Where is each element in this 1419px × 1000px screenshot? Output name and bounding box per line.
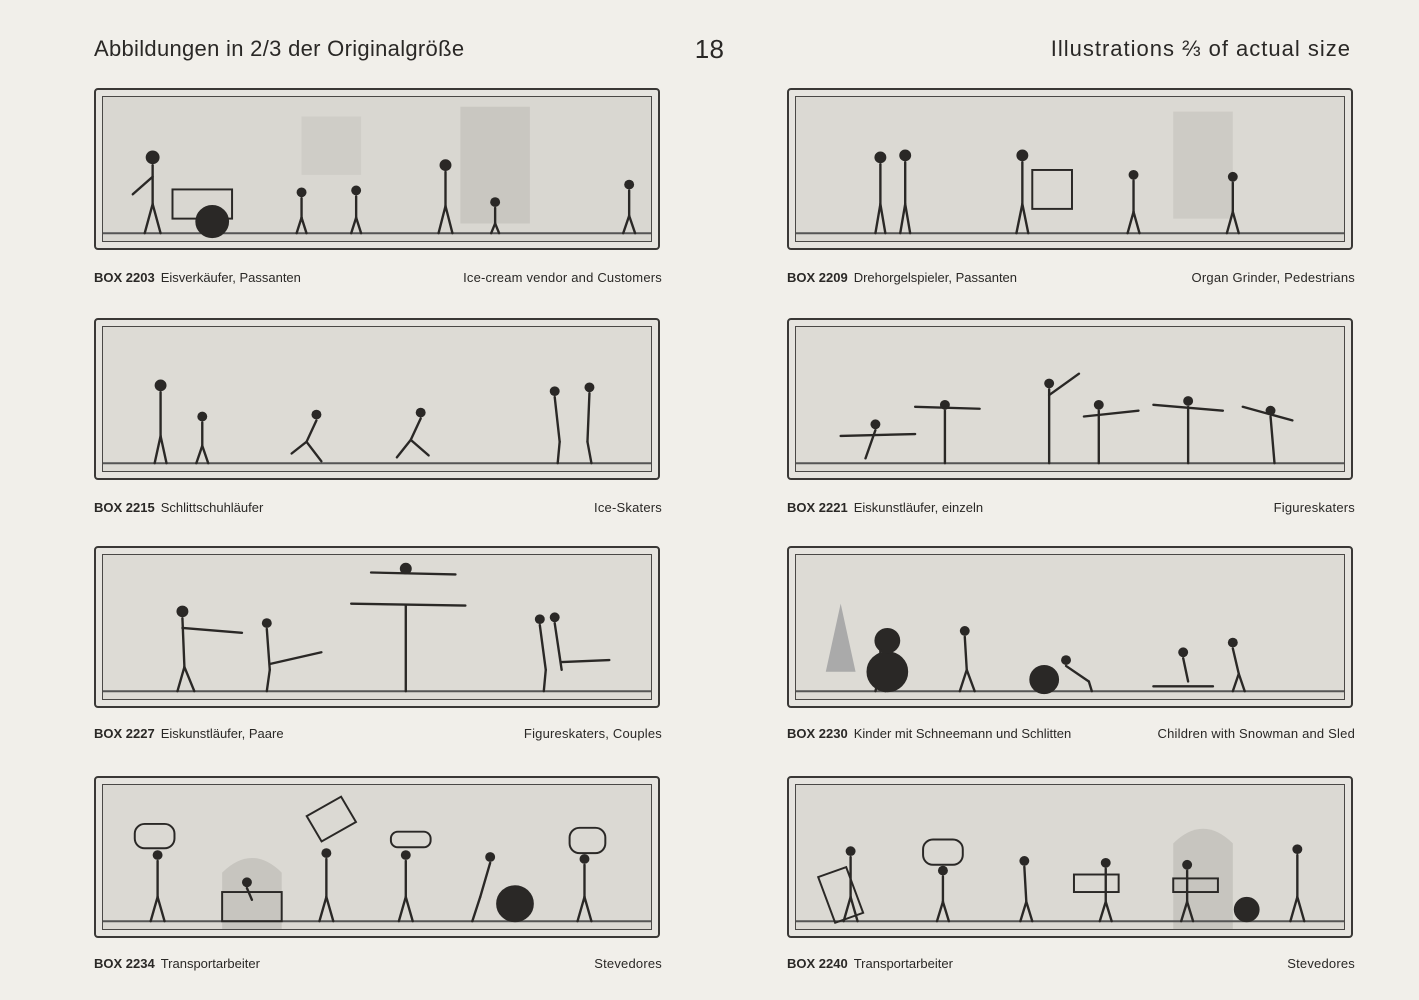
caption-german: Kinder mit Schneemann und Schlitten (853, 726, 1072, 741)
caption-english: Organ Grinder, Pedestrians (1191, 270, 1355, 285)
header-english: Illustrations ⅔ of actual size (1050, 36, 1351, 61)
scene-figure-skater-couples (103, 555, 651, 699)
box-code: BOX 2230 (787, 726, 848, 741)
caption-german: Eisverkäufer, Passanten (160, 270, 301, 285)
caption-german: Eiskunstläufer, Paare (160, 726, 284, 741)
plate-caption (94, 270, 662, 285)
illustration-frame (787, 88, 1353, 250)
scene-figure-skaters (796, 327, 1344, 471)
caption-german: Eiskunstläufer, einzeln (853, 500, 984, 515)
box-code: BOX 2227 (94, 726, 155, 741)
plate-caption (787, 270, 1355, 285)
illustration-frame (787, 776, 1353, 938)
page-number: 18 (694, 34, 725, 64)
header-german: Abbildungen in 2/3 der Originalgröße (94, 36, 465, 61)
box-code: BOX 2221 (787, 500, 848, 515)
plate-caption (94, 726, 662, 741)
plate-caption (787, 500, 1355, 515)
illustration-frame (94, 776, 660, 938)
caption-english: Ice-cream vendor and Customers (463, 270, 662, 285)
illustration-frame (94, 318, 660, 480)
box-code: BOX 2234 (94, 956, 155, 971)
caption-english: Children with Snowman and Sled (1157, 726, 1355, 741)
caption-english: Stevedores (1287, 956, 1355, 971)
scene-stevedores (796, 785, 1344, 929)
illustration-frame (94, 88, 660, 250)
illustration-frame (94, 546, 660, 708)
scene-ice-cream-vendor (103, 97, 651, 241)
caption-german: Schlittschuhläufer (160, 500, 264, 515)
scene-ice-skaters (103, 327, 651, 471)
illustration-frame (787, 318, 1353, 480)
plate-caption (787, 956, 1355, 971)
plate-caption (94, 500, 662, 515)
caption-german: Transportarbeiter (853, 956, 953, 971)
scene-stevedores (103, 785, 651, 929)
box-code: BOX 2215 (94, 500, 155, 515)
caption-english: Figureskaters, Couples (523, 726, 662, 741)
illustration-frame (787, 546, 1353, 708)
caption-english: Stevedores (594, 956, 662, 971)
box-code: BOX 2240 (787, 956, 848, 971)
caption-english: Figureskaters (1273, 500, 1355, 515)
scene-children-snowman-sled (796, 555, 1344, 699)
box-code: BOX 2209 (787, 270, 848, 285)
caption-english: Ice-Skaters (594, 500, 662, 515)
plate-caption (787, 726, 1355, 741)
scene-organ-grinder (796, 97, 1344, 241)
caption-german: Transportarbeiter (160, 956, 260, 971)
box-code: BOX 2203 (94, 270, 155, 285)
plate-caption (94, 956, 662, 971)
caption-german: Drehorgelspieler, Passanten (853, 270, 1018, 285)
